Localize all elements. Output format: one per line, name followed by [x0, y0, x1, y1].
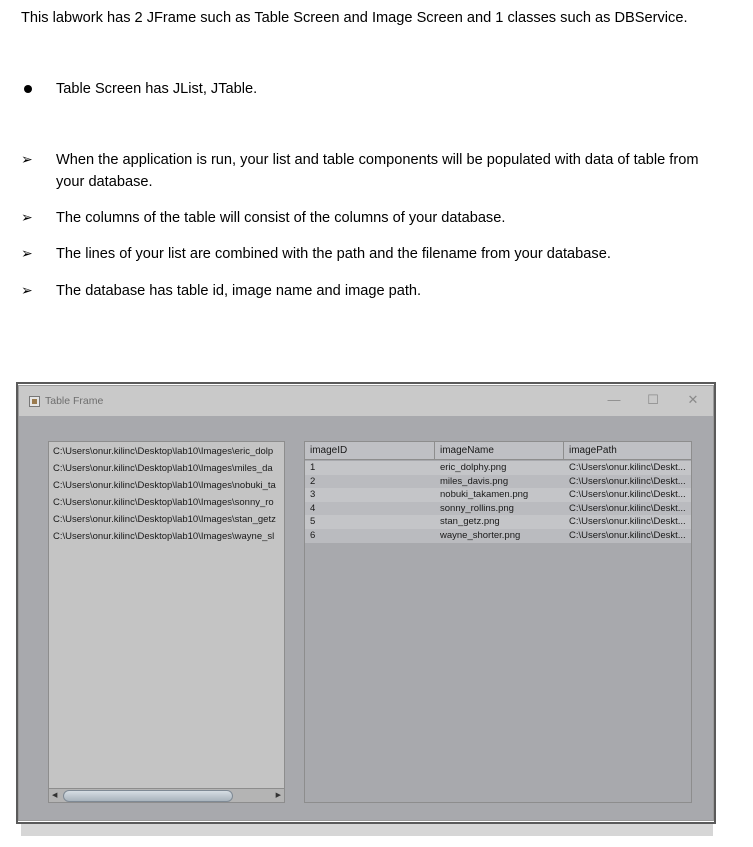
table-row[interactable]: [305, 488, 691, 502]
window-title: Table Frame: [45, 395, 104, 407]
bullet-dot: [24, 85, 32, 93]
cell-imagepath: C:\Users\onur.kilinc\Deskt...: [569, 530, 686, 541]
title-bar[interactable]: [19, 386, 713, 416]
table-row[interactable]: [305, 529, 691, 543]
bullet-table-screen: Table Screen has JList, JTable.: [56, 81, 258, 97]
close-button[interactable]: ✕: [687, 392, 699, 407]
cell-imageid: 4: [310, 502, 316, 514]
cell-imagepath: C:\Users\onur.kilinc\Deskt...: [569, 502, 686, 514]
list-item[interactable]: C:\Users\onur.kilinc\Desktop\lab10\Images\stan_getz: [53, 514, 276, 525]
bullet-list-lines: The lines of your list are combined with the path and the filename from your database.: [56, 246, 611, 262]
screenshot-shadow: [21, 824, 713, 836]
table-header: [305, 442, 691, 460]
table-frame-window: [18, 385, 714, 821]
cell-imagepath: C:\Users\onur.kilinc\Deskt...: [569, 516, 686, 528]
bullet-columns: The columns of the table will consist of the columns of your database.: [56, 210, 506, 226]
column-header-imagename[interactable]: imageName: [435, 442, 564, 459]
table-row[interactable]: [305, 461, 691, 475]
cell-imageid: 1: [310, 462, 316, 473]
cell-imagepath: C:\Users\onur.kilinc\Deskt...: [569, 475, 686, 487]
cell-imagename: sonny_rollins.png: [440, 502, 514, 514]
cell-imageid: 5: [310, 516, 316, 528]
list-item[interactable]: C:\Users\onur.kilinc\Desktop\lab10\Images\nobuki_ta: [53, 480, 276, 491]
list-item[interactable]: C:\Users\onur.kilinc\Desktop\lab10\Images\sonny_ro: [53, 497, 274, 508]
cell-imageid: 3: [310, 489, 316, 501]
horizontal-scrollbar[interactable]: [49, 788, 284, 802]
minimize-button[interactable]: —: [607, 392, 621, 407]
arrow-bullet-icon: ➢: [21, 209, 33, 225]
image-path-list[interactable]: [48, 441, 285, 803]
cell-imagename: miles_davis.png: [440, 475, 509, 487]
bullet-database: The database has table id, image name and image path.: [56, 283, 422, 299]
list-item[interactable]: C:\Users\onur.kilinc\Desktop\lab10\Images\eric_dolp: [53, 446, 274, 457]
maximize-button[interactable]: ☐: [647, 392, 659, 407]
scroll-thumb[interactable]: [63, 790, 233, 802]
arrow-bullet-icon: ➢: [21, 282, 33, 298]
cell-imagepath: C:\Users\onur.kilinc\Deskt...: [569, 489, 686, 501]
scroll-left-icon[interactable]: ◀: [52, 792, 58, 799]
arrow-bullet-icon: ➢: [21, 151, 33, 167]
list-item[interactable]: C:\Users\onur.kilinc\Desktop\lab10\Images\miles_da: [53, 463, 273, 474]
bullet-app-run: When the application is run, your list and table components will be populated with data of table from your database.: [56, 152, 699, 190]
arrow-bullet-icon: ➢: [21, 245, 33, 261]
cell-imagename: stan_getz.png: [440, 516, 500, 528]
column-header-imageid[interactable]: imageID: [305, 442, 435, 459]
table-row[interactable]: [305, 502, 691, 516]
list-item[interactable]: C:\Users\onur.kilinc\Desktop\lab10\Images\wayne_sl: [53, 531, 275, 542]
cell-imagepath: C:\Users\onur.kilinc\Deskt...: [569, 462, 686, 473]
scroll-right-icon[interactable]: ▶: [275, 792, 281, 799]
table-row[interactable]: [305, 515, 691, 529]
cell-imagename: nobuki_takamen.png: [440, 489, 529, 501]
cell-imagename: eric_dolphy.png: [440, 462, 507, 473]
table-row[interactable]: [305, 475, 691, 489]
java-app-icon: [29, 396, 40, 407]
column-header-imagepath[interactable]: imagePath: [569, 445, 617, 456]
image-table[interactable]: [304, 441, 692, 803]
intro-paragraph: This labwork has 2 JFrame such as Table Screen and Image Screen and 1 classes such as DBService.: [21, 10, 688, 26]
cell-imageid: 6: [310, 530, 316, 541]
cell-imageid: 2: [310, 475, 316, 487]
cell-imagename: wayne_shorter.png: [440, 530, 521, 541]
